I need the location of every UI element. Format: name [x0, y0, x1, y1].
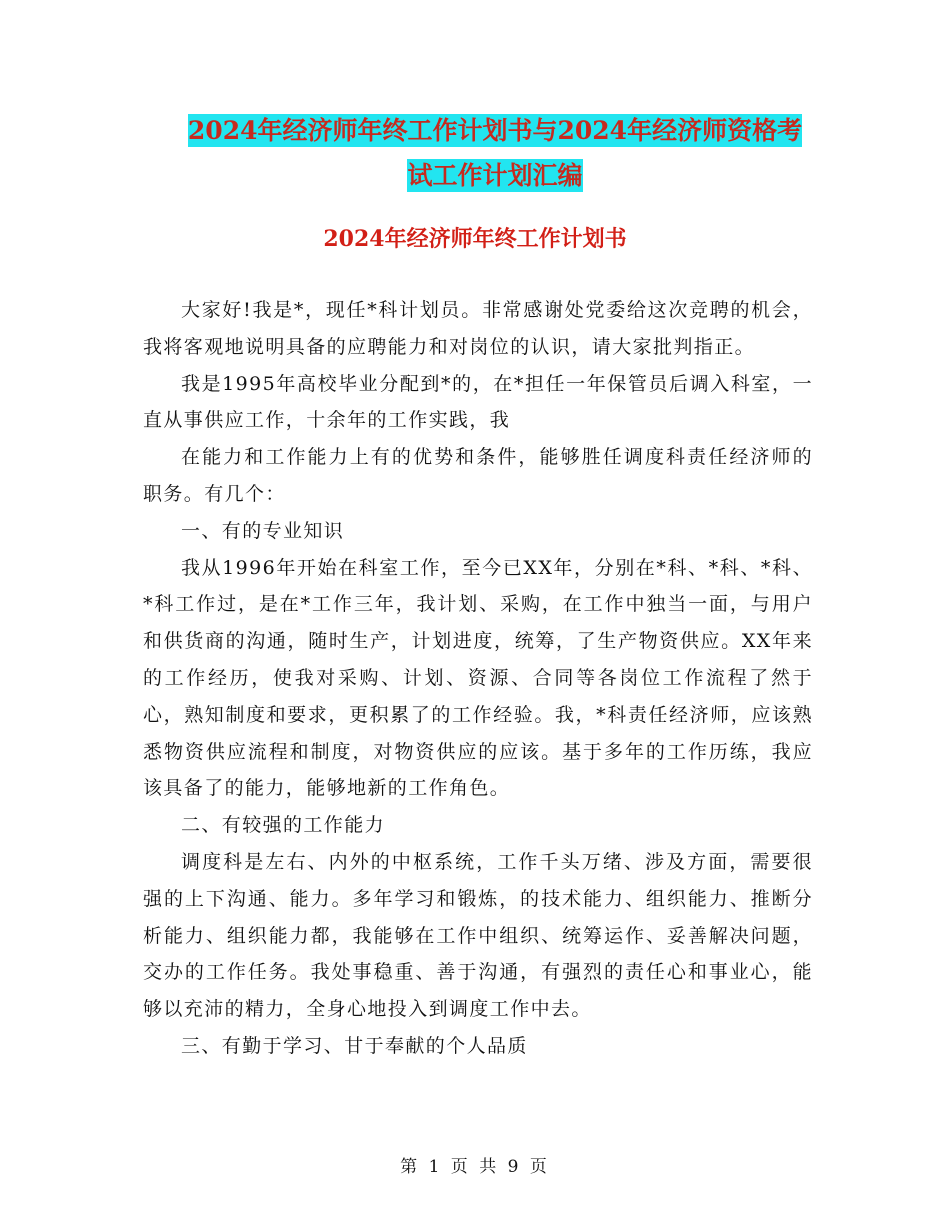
- document-body: [143, 292, 813, 1065]
- section-title: 2024年经济师年终工作计划书: [323, 226, 627, 252]
- document-title: [140, 110, 850, 200]
- document-title-line-1: 2024年经济师年终工作计划书与2024年经济师资格考: [187, 116, 803, 145]
- paragraph-background: 我是1995年高校毕业分配到*的，在*担任一年保管员后调入科室，一直从事供应工作，十余年的工作实践，我: [143, 372, 813, 432]
- heading-personal-quality: 三、有勤于学习、甘于奉献的个人品质: [181, 1034, 528, 1057]
- heading-work-ability: 二、有较强的工作能力: [181, 814, 386, 837]
- page-number: 第 1 页 共 9 页: [400, 1157, 550, 1177]
- heading-professional-knowledge: 一、有的专业知识: [181, 519, 345, 542]
- paragraph-experience: 我从1996年开始在科室工作，至今已XX年，分别在*科、*科、*科、*科工作过，是在*工作三年，我计划、采购，在工作中独当一面，与用户和供货商的沟通，随时生产，计划进度，统筹，了生产物资供应。XX年来的工作经历，使我对采购、计划、资源、合同等各岗位工作流程了然于心，熟知制度和要求，更积累了的工作经验。我，*科责任经济师，应该熟悉物资供应流程和制度，对物资供应的应该。基于多年的工作历练，我应该具备了的能力，能够地新的工作角色。: [143, 556, 813, 800]
- paragraph-qualification: 在能力和工作能力上有的优势和条件，能够胜任调度科责任经济师的职务。有几个：: [143, 446, 813, 505]
- document-title-line-2: 试工作计划汇编: [407, 161, 583, 190]
- paragraph-ability: 调度科是左右、内外的中枢系统，工作千头万绪、涉及方面，需要很强的上下沟通、能力。多年学习和锻炼，的技术能力、组织能力、推断分析能力、组织能力都，我能够在工作中组织、统筹运作、妥善解决问题，交办的工作任务。我处事稳重、善于沟通，有强烈的责任心和事业心，能够以充沛的精力，全身心地投入到调度工作中去。: [143, 850, 813, 1021]
- paragraph-intro: 大家好!我是*，现任*科计划员。非常感谢处党委给这次竞聘的机会，我将客观地说明具备的应聘能力和对岗位的认识，请大家批判指正。: [143, 299, 813, 358]
